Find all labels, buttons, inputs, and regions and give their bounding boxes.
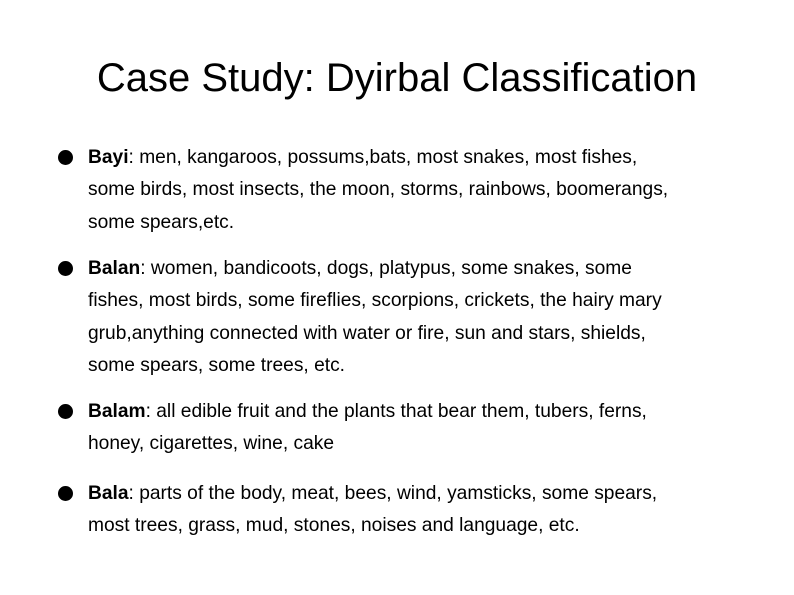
bullet-line: grub,anything connected with water or fire, sun and stars, shields, [88,322,646,344]
bullet-dot-icon [58,404,73,419]
bullet-dot-icon [58,150,73,165]
class-term: Bayi [88,147,129,168]
slide-title: Case Study: Dyirbal Classification [96,56,698,100]
bullet-line: some spears, some trees, etc. [88,355,345,377]
class-term: Balam [88,401,146,422]
bullet-line: fishes, most birds, some fireflies, scorpions, crickets, the hairy mary [88,290,662,312]
bullet-text: : all edible fruit and the plants that bear them, tubers, ferns, [145,401,647,422]
bullet-line: most trees, grass, mud, stones, noises and language, etc. [88,515,580,537]
class-term: Balan [88,258,141,279]
bullet-text: : parts of the body, meat, bees, wind, yamsticks, some spears, [128,483,658,504]
bullet-text: : men, kangaroos, possums,bats, most snakes, most fishes, [128,147,638,168]
bullet-line: honey, cigarettes, wine, cake [88,433,335,455]
bullet-line [88,142,758,174]
class-term: Bala [88,483,129,504]
bullet-line [88,396,758,428]
bullet-item-bala [88,478,758,543]
bullet-dot-icon [58,486,73,501]
bullet-line: some spears,etc. [88,211,235,233]
bullet-line [88,478,758,510]
bullet-item-balan [88,253,758,383]
bullet-text: : women, bandicoots, dogs, platypus, some snakes, some [140,258,632,279]
bullet-dot-icon [58,261,73,276]
bullet-line [88,253,758,285]
bullet-item-balam [88,396,758,461]
bullet-line: some birds, most insects, the moon, storms, rainbows, boomerangs, [88,179,669,201]
bullet-item-bayi [88,142,758,239]
